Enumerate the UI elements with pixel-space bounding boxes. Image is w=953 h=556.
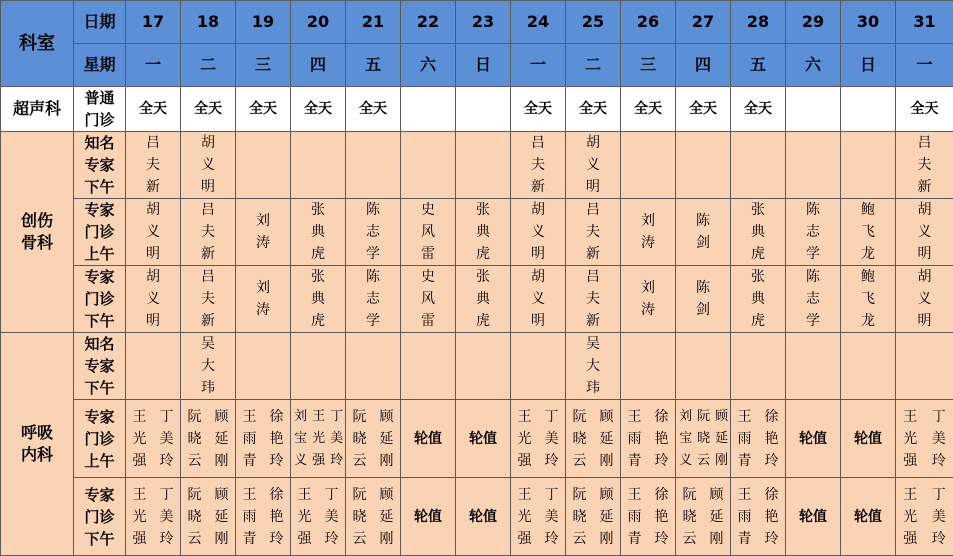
doctor-name: 阮晓云 xyxy=(187,406,202,472)
doctor-cell xyxy=(456,333,511,400)
doctor-name: 王雨青 xyxy=(737,406,752,472)
doctor-cell xyxy=(401,199,456,266)
weekday-cell: 日 xyxy=(841,44,896,87)
doctor-cell xyxy=(841,132,896,199)
doctor-cell xyxy=(126,333,181,400)
shift-label-text: 专家门诊上午 xyxy=(84,199,116,265)
doctor-group xyxy=(896,406,953,472)
fullday-text: 全天 xyxy=(689,101,717,117)
doctor-name: 王光强 xyxy=(297,484,312,550)
doctor-cell xyxy=(456,266,511,333)
doctor-cell xyxy=(841,333,896,400)
doctor-group xyxy=(621,484,675,550)
doctor-name: 阮晓云 xyxy=(352,406,367,472)
doctor-name: 丁美玲 xyxy=(324,484,339,550)
doctor-cell xyxy=(511,132,566,199)
doctor-cell xyxy=(236,266,291,333)
doctor-cell xyxy=(126,266,181,333)
doctor-cell xyxy=(676,333,731,400)
fullday-text: 全天 xyxy=(359,101,387,117)
doctor-cell xyxy=(621,87,676,132)
doctor-cell xyxy=(731,132,786,199)
doctor-cell xyxy=(841,199,896,266)
doctor-cell xyxy=(511,87,566,132)
weekday-cell: 日 xyxy=(456,44,511,87)
doctor-cell xyxy=(841,266,896,333)
doctor-name: 阮晓云 xyxy=(187,484,202,550)
doctor-name: 顾延刚 xyxy=(379,484,394,550)
doctor-name: 王光强 xyxy=(903,484,918,550)
doctor-cell xyxy=(126,199,181,266)
doctor-cell xyxy=(896,132,953,199)
doctor-cell xyxy=(181,132,236,199)
doctor-group xyxy=(676,484,730,550)
department-name xyxy=(1,87,74,132)
fullday-text: 全天 xyxy=(744,101,772,117)
doctor-cell xyxy=(676,400,731,478)
doctor-cell xyxy=(841,400,896,478)
shift-label xyxy=(74,400,126,478)
doctor-name: 胡义明 xyxy=(917,199,932,265)
doctor-group xyxy=(126,406,180,472)
doctor-name: 徐艳玲 xyxy=(269,484,284,550)
doctor-cell xyxy=(236,199,291,266)
doctor-cell xyxy=(731,478,786,556)
date-cell: 25 xyxy=(566,1,621,44)
doctor-name: 陈剑 xyxy=(696,210,711,254)
doctor-cell xyxy=(896,266,953,333)
doctor-name: 顾延刚 xyxy=(379,406,394,472)
doctor-cell xyxy=(291,87,346,132)
doctor-name: 丁美玲 xyxy=(931,406,946,472)
fullday-text: 全天 xyxy=(249,101,277,117)
doctor-cell xyxy=(401,87,456,132)
doctor-name: 刘涛 xyxy=(641,210,656,254)
weekday-cell: 四 xyxy=(676,44,731,87)
rotation-text: 轮值 xyxy=(469,509,497,525)
doctor-name: 丁美玲 xyxy=(931,484,946,550)
doctor-group xyxy=(566,484,620,550)
department-name-text: 呼吸内科 xyxy=(20,422,54,466)
rotation-text: 轮值 xyxy=(414,431,442,447)
doctor-name: 顾延刚 xyxy=(599,406,614,472)
doctor-cell xyxy=(566,199,621,266)
weekday-cell: 三 xyxy=(236,44,291,87)
fullday-text: 全天 xyxy=(139,101,167,117)
shift-label-text: 专家门诊下午 xyxy=(84,266,116,332)
doctor-cell xyxy=(291,478,346,556)
doctor-group xyxy=(511,406,565,472)
doctor-cell xyxy=(786,333,841,400)
rotation-text: 轮值 xyxy=(414,509,442,525)
doctor-name: 吴大玮 xyxy=(586,333,601,399)
doctor-cell xyxy=(621,199,676,266)
weekday-cell: 四 xyxy=(291,44,346,87)
doctor-name: 丁美玲 xyxy=(159,406,174,472)
doctor-cell xyxy=(621,266,676,333)
doctor-cell xyxy=(511,478,566,556)
doctor-group xyxy=(346,406,400,472)
date-cell: 24 xyxy=(511,1,566,44)
rotation-text: 轮值 xyxy=(854,509,882,525)
doctor-name: 顾延刚 xyxy=(709,484,724,550)
date-cell: 30 xyxy=(841,1,896,44)
weekday-cell: 一 xyxy=(511,44,566,87)
doctor-group xyxy=(566,406,620,472)
doctor-group xyxy=(236,484,290,550)
doctor-cell xyxy=(236,400,291,478)
shift-label xyxy=(74,478,126,556)
doctor-cell xyxy=(896,87,953,132)
doctor-name: 徐艳玲 xyxy=(269,406,284,472)
doctor-name: 张典虎 xyxy=(476,199,491,265)
doctor-name: 阮晓云 xyxy=(572,484,587,550)
doctor-name: 顾延刚 xyxy=(599,484,614,550)
doctor-name: 王光强 xyxy=(132,406,147,472)
doctor-name: 顾延刚 xyxy=(214,484,229,550)
doctor-name: 王雨青 xyxy=(242,484,257,550)
shift-label xyxy=(74,132,126,199)
date-cell: 21 xyxy=(346,1,401,44)
date-cell: 20 xyxy=(291,1,346,44)
doctor-name: 徐艳玲 xyxy=(654,484,669,550)
weekday-label: 星期 xyxy=(74,44,126,87)
doctor-cell xyxy=(401,333,456,400)
doctor-name: 陈志学 xyxy=(366,266,381,332)
doctor-name: 胡义明 xyxy=(531,266,546,332)
doctor-cell xyxy=(786,199,841,266)
doctor-name: 王雨青 xyxy=(627,484,642,550)
doctor-group xyxy=(731,484,785,550)
fullday-text: 全天 xyxy=(194,101,222,117)
rotation-text: 轮值 xyxy=(799,509,827,525)
doctor-cell xyxy=(126,478,181,556)
doctor-cell xyxy=(731,87,786,132)
doctor-name: 鲍飞龙 xyxy=(861,199,876,265)
doctor-name: 阮晓云 xyxy=(352,484,367,550)
doctor-name: 陈志学 xyxy=(806,266,821,332)
doctor-name: 王光强 xyxy=(132,484,147,550)
doctor-cell xyxy=(621,400,676,478)
doctor-name: 丁美玲 xyxy=(330,406,342,472)
doctor-cell xyxy=(456,478,511,556)
doctor-cell xyxy=(731,266,786,333)
doctor-name: 徐艳玲 xyxy=(764,484,779,550)
doctor-name: 吕夫新 xyxy=(586,266,601,332)
department-name xyxy=(1,132,74,333)
doctor-name: 胡义明 xyxy=(531,199,546,265)
doctor-cell xyxy=(181,266,236,333)
doctor-cell xyxy=(731,333,786,400)
doctor-cell xyxy=(456,132,511,199)
date-cell: 17 xyxy=(126,1,181,44)
rotation-text: 轮值 xyxy=(799,431,827,447)
doctor-cell xyxy=(181,199,236,266)
shift-label-text: 专家门诊上午 xyxy=(84,406,116,472)
doctor-name: 吕夫新 xyxy=(531,132,546,198)
doctor-name: 徐艳玲 xyxy=(764,406,779,472)
doctor-group xyxy=(676,406,730,472)
doctor-name: 丁美玲 xyxy=(544,406,559,472)
doctor-cell xyxy=(566,266,621,333)
doctor-cell xyxy=(236,132,291,199)
doctor-cell xyxy=(731,400,786,478)
doctor-cell xyxy=(786,87,841,132)
weekday-cell: 一 xyxy=(896,44,953,87)
doctor-name: 顾延刚 xyxy=(214,406,229,472)
doctor-name: 徐艳玲 xyxy=(654,406,669,472)
doctor-group xyxy=(346,484,400,550)
doctor-cell xyxy=(786,400,841,478)
doctor-cell xyxy=(236,333,291,400)
doctor-group xyxy=(896,484,953,550)
department-name-text: 超声科 xyxy=(11,98,62,120)
doctor-cell xyxy=(676,478,731,556)
doctor-cell xyxy=(841,87,896,132)
doctor-cell xyxy=(236,478,291,556)
doctor-cell xyxy=(896,400,953,478)
doctor-group xyxy=(181,406,235,472)
shift-label-text: 知名专家下午 xyxy=(84,132,116,198)
doctor-name: 刘涛 xyxy=(256,277,271,321)
doctor-cell xyxy=(676,132,731,199)
doctor-group xyxy=(621,406,675,472)
shift-label xyxy=(74,266,126,333)
doctor-name: 刘涛 xyxy=(641,277,656,321)
doctor-name: 阮晓云 xyxy=(697,406,709,472)
doctor-name: 胡义明 xyxy=(201,132,216,198)
doctor-cell xyxy=(291,199,346,266)
doctor-name: 吕夫新 xyxy=(201,266,216,332)
doctor-cell xyxy=(346,132,401,199)
doctor-cell xyxy=(291,333,346,400)
shift-label xyxy=(74,199,126,266)
fullday-text: 全天 xyxy=(634,101,662,117)
doctor-cell xyxy=(841,478,896,556)
doctor-cell xyxy=(511,400,566,478)
doctor-name: 陈志学 xyxy=(366,199,381,265)
doctor-name: 陈剑 xyxy=(696,277,711,321)
doctor-cell xyxy=(566,478,621,556)
doctor-cell xyxy=(346,478,401,556)
doctor-cell xyxy=(456,87,511,132)
doctor-cell xyxy=(566,132,621,199)
department-name xyxy=(1,333,74,556)
doctor-cell xyxy=(511,333,566,400)
doctor-name: 王雨青 xyxy=(242,406,257,472)
doctor-cell xyxy=(291,132,346,199)
doctor-cell xyxy=(456,400,511,478)
doctor-group xyxy=(236,406,290,472)
shift-label-text: 普通门诊 xyxy=(84,87,116,131)
doctor-cell xyxy=(126,87,181,132)
doctor-cell xyxy=(566,400,621,478)
weekday-cell: 一 xyxy=(126,44,181,87)
fullday-text: 全天 xyxy=(304,101,332,117)
doctor-cell xyxy=(346,333,401,400)
date-cell: 23 xyxy=(456,1,511,44)
doctor-name: 史风雷 xyxy=(421,199,436,265)
weekday-cell: 二 xyxy=(566,44,621,87)
date-cell: 18 xyxy=(181,1,236,44)
doctor-name: 张典虎 xyxy=(476,266,491,332)
fullday-text: 全天 xyxy=(524,101,552,117)
doctor-name: 胡义明 xyxy=(146,266,161,332)
doctor-cell xyxy=(291,400,346,478)
doctor-cell xyxy=(346,87,401,132)
doctor-name: 王光强 xyxy=(517,484,532,550)
doctor-name: 吕夫新 xyxy=(201,199,216,265)
doctor-name: 胡义明 xyxy=(586,132,601,198)
doctor-cell xyxy=(896,333,953,400)
doctor-cell xyxy=(786,132,841,199)
doctor-name: 胡义明 xyxy=(146,199,161,265)
fullday-text: 全天 xyxy=(579,101,607,117)
doctor-cell xyxy=(181,87,236,132)
weekday-cell: 六 xyxy=(401,44,456,87)
doctor-group xyxy=(126,484,180,550)
doctor-cell xyxy=(621,132,676,199)
doctor-cell xyxy=(181,333,236,400)
date-cell: 26 xyxy=(621,1,676,44)
date-label: 日期 xyxy=(74,1,126,44)
doctor-group xyxy=(291,484,345,550)
doctor-name: 顾延刚 xyxy=(715,406,727,472)
doctor-name: 王雨青 xyxy=(627,406,642,472)
doctor-group xyxy=(291,406,345,472)
doctor-cell xyxy=(896,478,953,556)
doctor-name: 史风雷 xyxy=(421,266,436,332)
doctor-cell xyxy=(291,266,346,333)
date-cell: 31 xyxy=(896,1,953,44)
date-cell: 22 xyxy=(401,1,456,44)
doctor-cell xyxy=(346,266,401,333)
doctor-cell xyxy=(401,132,456,199)
date-cell: 27 xyxy=(676,1,731,44)
doctor-cell xyxy=(236,87,291,132)
date-cell: 28 xyxy=(731,1,786,44)
weekday-cell: 三 xyxy=(621,44,676,87)
department-name-text: 创伤骨科 xyxy=(20,210,54,254)
doctor-cell xyxy=(511,266,566,333)
doctor-cell xyxy=(786,266,841,333)
shift-label xyxy=(74,87,126,132)
date-cell: 19 xyxy=(236,1,291,44)
doctor-cell xyxy=(676,266,731,333)
doctor-cell xyxy=(511,199,566,266)
doctor-group xyxy=(181,484,235,550)
doctor-name: 丁美玲 xyxy=(159,484,174,550)
doctor-name: 刘涛 xyxy=(256,210,271,254)
weekday-cell: 五 xyxy=(346,44,401,87)
doctor-cell xyxy=(401,478,456,556)
doctor-cell xyxy=(676,87,731,132)
doctor-name: 阮晓云 xyxy=(572,406,587,472)
doctor-name: 吴大玮 xyxy=(201,333,216,399)
department-header: 科室 xyxy=(1,1,74,87)
doctor-cell xyxy=(126,132,181,199)
doctor-name: 阮晓云 xyxy=(682,484,697,550)
doctor-cell xyxy=(346,199,401,266)
doctor-cell xyxy=(786,478,841,556)
doctor-name: 王光强 xyxy=(312,406,324,472)
doctor-cell xyxy=(181,400,236,478)
doctor-name: 刘宝义 xyxy=(294,406,306,472)
doctor-cell xyxy=(181,478,236,556)
doctor-name: 丁美玲 xyxy=(544,484,559,550)
doctor-cell xyxy=(896,199,953,266)
rotation-text: 轮值 xyxy=(854,431,882,447)
doctor-cell xyxy=(676,199,731,266)
shift-label-text: 知名专家下午 xyxy=(84,333,116,399)
doctor-name: 张典虎 xyxy=(751,266,766,332)
doctor-name: 吕夫新 xyxy=(146,132,161,198)
doctor-cell xyxy=(401,400,456,478)
doctor-name: 王光强 xyxy=(517,406,532,472)
doctor-name: 鲍飞龙 xyxy=(861,266,876,332)
doctor-cell xyxy=(731,199,786,266)
doctor-name: 张典虎 xyxy=(311,266,326,332)
weekday-cell: 六 xyxy=(786,44,841,87)
weekday-cell: 二 xyxy=(181,44,236,87)
doctor-name: 张典虎 xyxy=(311,199,326,265)
shift-label-text: 专家门诊下午 xyxy=(84,484,116,550)
weekday-cell: 五 xyxy=(731,44,786,87)
doctor-group xyxy=(511,484,565,550)
rotation-text: 轮值 xyxy=(469,431,497,447)
doctor-name: 吕夫新 xyxy=(917,132,932,198)
doctor-cell xyxy=(621,333,676,400)
doctor-cell xyxy=(621,478,676,556)
doctor-name: 王雨青 xyxy=(737,484,752,550)
doctor-cell xyxy=(456,199,511,266)
doctor-name: 胡义明 xyxy=(917,266,932,332)
date-cell: 29 xyxy=(786,1,841,44)
doctor-cell xyxy=(126,400,181,478)
doctor-name: 张典虎 xyxy=(751,199,766,265)
doctor-name: 吕夫新 xyxy=(586,199,601,265)
doctor-cell xyxy=(346,400,401,478)
doctor-group xyxy=(731,406,785,472)
doctor-name: 王光强 xyxy=(903,406,918,472)
doctor-name: 刘宝义 xyxy=(679,406,691,472)
doctor-cell xyxy=(566,333,621,400)
doctor-cell xyxy=(566,87,621,132)
doctor-cell xyxy=(401,266,456,333)
shift-label xyxy=(74,333,126,400)
fullday-text: 全天 xyxy=(911,101,939,117)
doctor-name: 陈志学 xyxy=(806,199,821,265)
